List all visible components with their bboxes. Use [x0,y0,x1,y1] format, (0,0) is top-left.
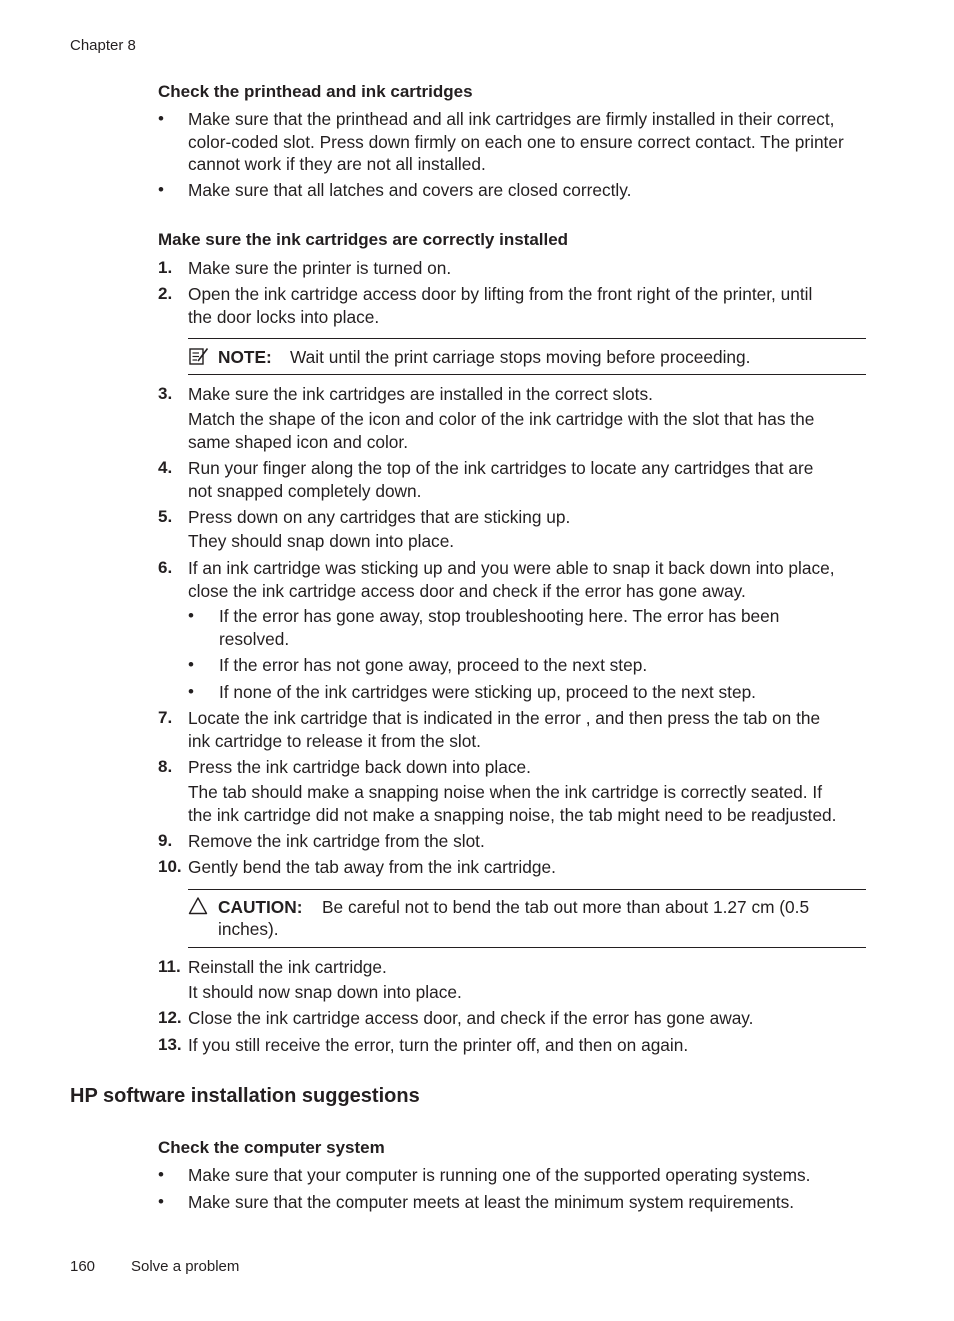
step-text: If you still receive the error, turn the printer off, and then on again. [188,1035,689,1055]
bullet-marker: • [158,180,164,199]
step-detail: They should snap down into place. [188,531,455,551]
sub-bullet-text: If none of the ink cartridges were sticking up, proceed to the next step. [219,682,756,702]
step-detail: It should now snap down into place. [188,982,462,1002]
note-text: Wait until the print carriage stops moving before proceeding. [290,347,751,367]
step-number: 3. [158,384,173,403]
note-rule-top [188,338,866,339]
footer-title: Solve a problem [131,1258,240,1275]
bullet-marker: • [158,1165,164,1184]
bullet-marker: • [158,109,164,128]
caution-label: CAUTION: [218,897,303,917]
note-icon [188,345,210,372]
step-text: Close the ink cartridge access door, and check if the error has gone away. [188,1008,754,1028]
step-text: Locate the ink cartridge that is indicated in the error , and then press the tab on the ink cartridge to release it from the slot. [188,708,821,751]
caution-text: Be careful not to bend the tab out more than about 1.27 cm (0.5 [322,897,810,917]
subheading-computer-system: Check the computer system [158,1138,385,1157]
step-number: 8. [158,757,173,776]
bullet-text: Make sure that your computer is running one of the supported operating systems. [188,1165,811,1185]
step-number: 7. [158,708,173,727]
step-number: 12. [158,1008,182,1027]
bullet-text: Make sure that the printhead and all ink cartridges are firmly installed in their correct, color-coded slot. Press down firmly on each one to ensure correct contact. The printer cannot work if they are not all installed. [188,109,844,175]
section-heading-printhead: Check the printhead and ink cartridges [158,82,473,101]
step-text: Press the ink cartridge back down into place. [188,757,531,777]
step-text: Reinstall the ink cartridge. [188,957,387,977]
step-text: Press down on any cartridges that are sticking up. [188,507,571,527]
caution-text-cont: inches). [218,919,279,939]
step-number: 1. [158,258,173,277]
step-text: If an ink cartridge was sticking up and you were able to snap it back down into place, close the ink cartridge access door and check if the error has gone away. [188,558,835,601]
sub-bullet-marker: • [188,606,194,625]
step-number: 9. [158,831,173,850]
page-number: 160 [70,1258,96,1275]
step-number: 2. [158,284,173,303]
section-heading-hp-software: HP software installation suggestions [70,1085,420,1107]
step-text: Gently bend the tab away from the ink cartridge. [188,857,556,877]
step-text: Make sure the ink cartridges are installed in the correct slots. [188,384,653,404]
caution-rule-top [188,889,866,890]
step-detail: Match the shape of the icon and color of the ink cartridge with the slot that has the same shaped icon and color. [188,409,815,452]
step-number: 10. [158,857,182,876]
step-detail: The tab should make a snapping noise when the ink cartridge is correctly seated. If the ink cartridge did not make a snapping noise, the tab might need to be readjusted. [188,782,837,825]
caution-triangle-icon [188,896,208,921]
section-heading-install: Make sure the ink cartridges are correctly installed [158,230,569,249]
step-text: Make sure the printer is turned on. [188,258,452,278]
step-text: Remove the ink cartridge from the slot. [188,831,485,851]
bullet-text: Make sure that the computer meets at least the minimum system requirements. [188,1192,795,1212]
sub-bullet-marker: • [188,682,194,701]
chapter-header: Chapter 8 [70,37,136,54]
step-number: 13. [158,1035,182,1054]
step-number: 4. [158,458,173,477]
step-number: 5. [158,507,173,526]
sub-bullet-marker: • [188,655,194,674]
step-text: Run your finger along the top of the ink cartridges to locate any cartridges that are not snapped completely down. [188,458,814,501]
bullet-text: Make sure that all latches and covers are closed correctly. [188,180,632,200]
sub-bullet-text: If the error has not gone away, proceed to the next step. [219,655,648,675]
step-number: 11. [158,957,181,976]
step-number: 6. [158,558,173,577]
step-text: Open the ink cartridge access door by lifting from the front right of the printer, until the door locks into place. [188,284,813,327]
caution-rule-bottom [188,947,866,948]
note-rule-bottom [188,374,866,375]
bullet-marker: • [158,1192,164,1211]
sub-bullet-text: If the error has gone away, stop troubleshooting here. The error has been resolved. [219,606,780,649]
note-label: NOTE: [218,347,272,367]
